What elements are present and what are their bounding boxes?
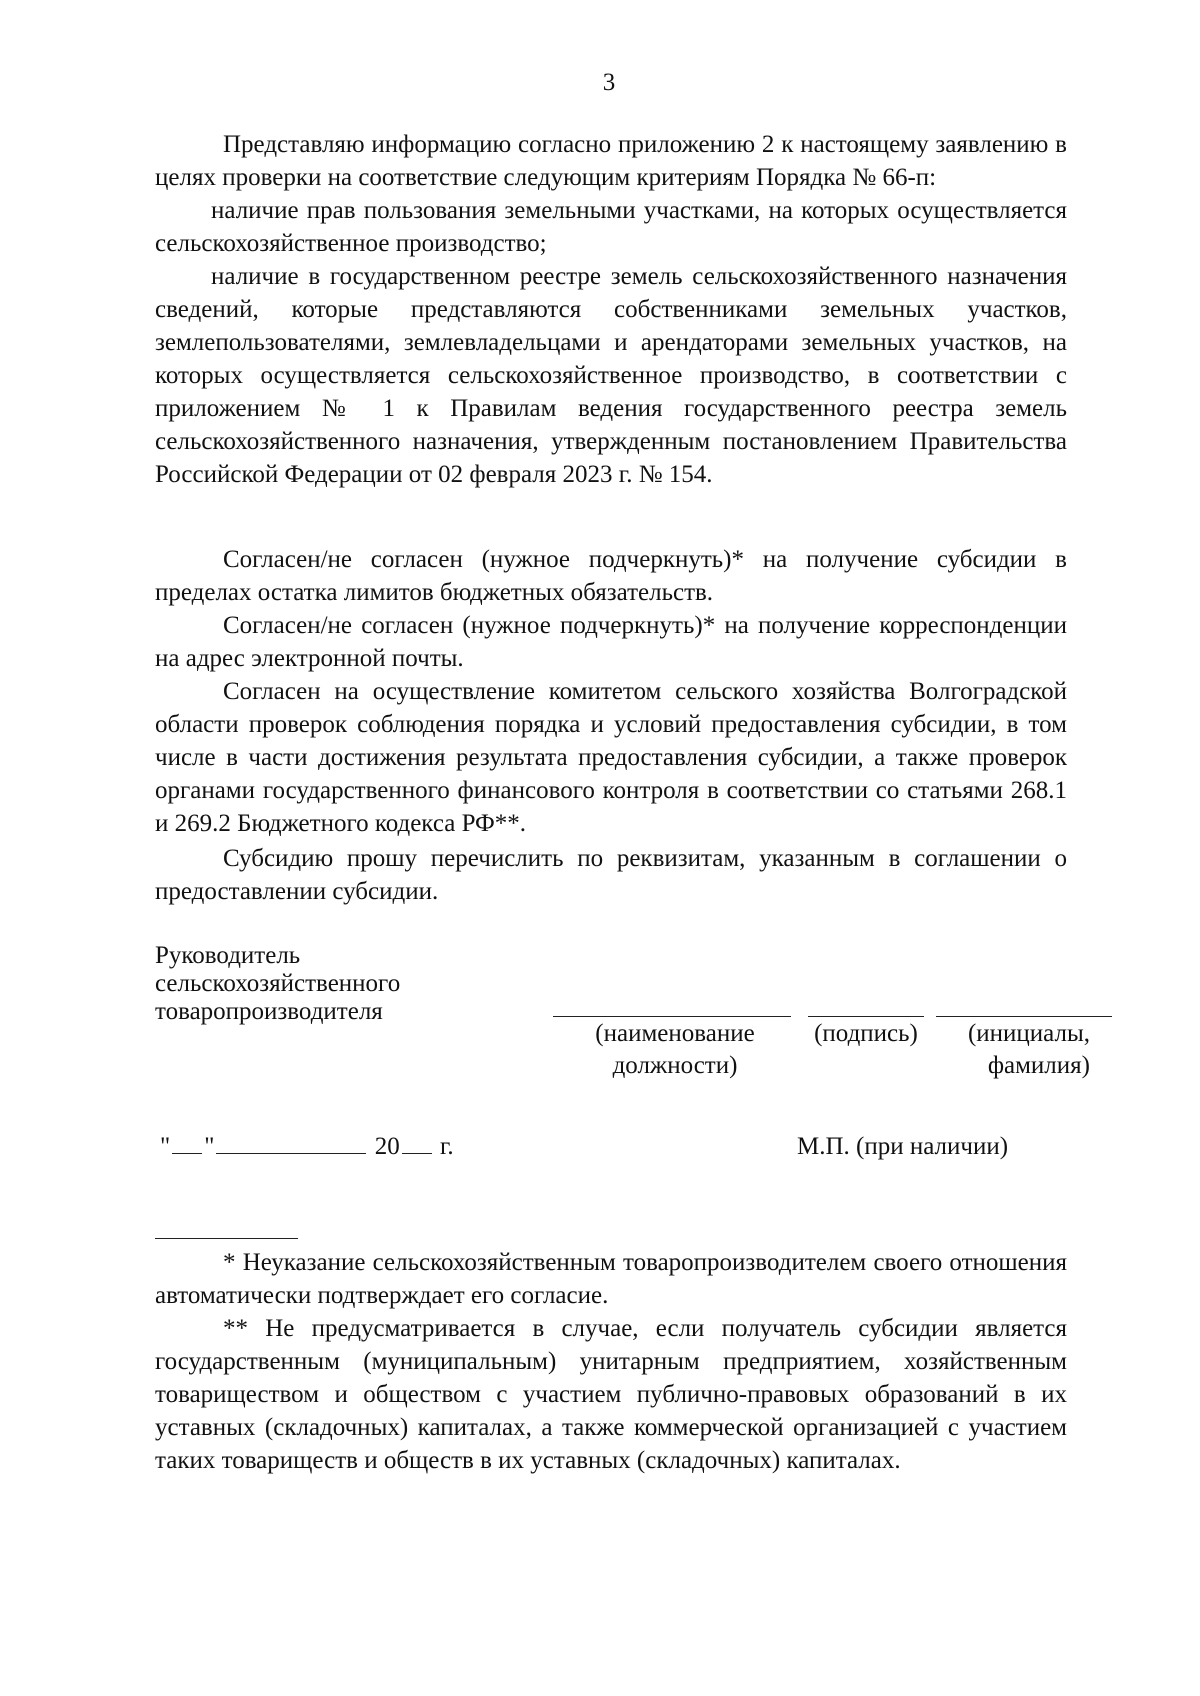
footnote-2: ** Не предусматривается в случае, если получатель субсидии является государственным (муниципальным) унитарным предприятием, хозяйственным товариществом и обществом с участием публично-правовых образований в их уставных (складочных) капиталах, а также коммерческой организацией с участием таких товариществ и обществ в их уставных (складочных) капиталах. [155,1315,1067,1474]
transfer-section [155,842,1067,908]
footnote-separator [155,1238,298,1239]
year-prefix: 20 [374,1133,400,1160]
transfer-paragraph: Субсидию прошу перечислить по реквизитам, указанным в соглашении о предоставлении субсидии. [155,845,1067,905]
quote-open: " [160,1133,171,1160]
signature-line [808,1016,924,1017]
signer-line: Руководитель [155,942,301,969]
initials-signature-line [936,1016,1112,1017]
year-suffix: г. [439,1133,454,1160]
consent-section [155,543,1067,840]
caption-signature: (подпись) [814,1020,918,1047]
criterion-land-registry: наличие в государственном реестре земель сельскохозяйственного назначения сведений, которые представляются собственниками земельных участков, землепользователями, землевладельцами и арендаторами земельных участков, на которых осуществляется сельскохозяйственное производство, в соответствии с приложением № 1 к Правилам ведения государственного реестра земель сельскохозяйственного назначения, утвержденным постановлением Правительства Российской Федерации от 02 февраля 2023 г. № 154. [155,263,1067,488]
position-signature-line [553,1016,791,1017]
date-field [160,1130,454,1163]
criterion-land-rights: наличие прав пользования земельными участками, на которых осуществляется сельскохозяйственное производство; [155,197,1067,257]
footnotes [155,1246,1067,1477]
page-number: 3 [602,69,616,96]
signer-line: сельскохозяйственного [155,970,401,997]
year-blank [402,1131,432,1154]
consent-inspections: Согласен на осуществление комитетом сельского хозяйства Волгоградской области проверок соблюдения порядка и условий предоставления субсидии, в том числе в части достижения результата предоставления субсидии, а также проверок органами государственного финансового контроля в соответствии со статьями 268.1 и 269.2 Бюджетного кодекса РФ**. [155,678,1067,837]
month-blank [216,1131,366,1154]
criteria-section [155,128,1067,491]
quote-close: " [204,1133,215,1160]
stamp-note: М.П. (при наличии) [797,1133,1009,1160]
intro-paragraph: Представляю информацию согласно приложению 2 к настоящему заявлению в целях проверки на соответствие следующим критериям Порядка № 66-п: [155,131,1067,191]
caption-position: (наименование должности) [595,1020,755,1079]
day-blank [172,1131,202,1154]
consent-email-correspondence: Согласен/не согласен (нужное подчеркнуть)* на получение корреспонденции на адрес электронной почты. [155,612,1067,672]
caption-initials: (инициалы, фамилия) [967,1020,1090,1079]
signer-line: товаропроизводителя [155,998,383,1025]
consent-subsidy-limits: Согласен/не согласен (нужное подчеркнуть)* на получение субсидии в пределах остатка лимитов бюджетных обязательств. [155,546,1067,606]
footnote-1: * Неуказание сельскохозяйственным товаропроизводителем своего отношения автоматически подтверждает его согласие. [155,1249,1067,1309]
signer-title [155,942,400,1026]
